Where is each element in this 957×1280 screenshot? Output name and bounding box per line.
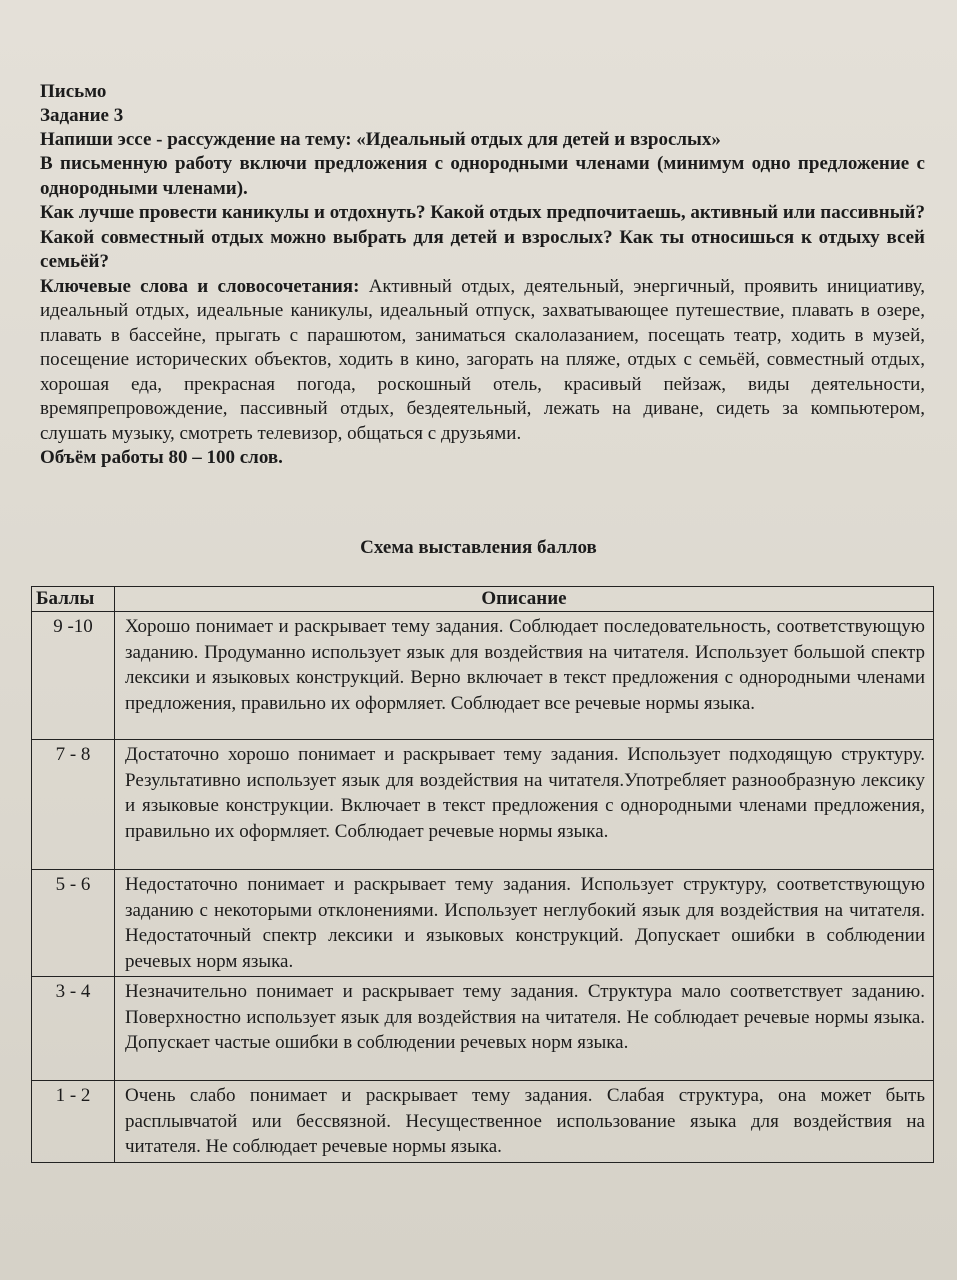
score-cell: 9 -10 xyxy=(32,612,115,740)
description-cell: Хорошо понимает и раскрывает тему задания. Соблюдает последовательность, соответствующую заданию. Продуманно использует язык для воздействия на читателя. Использует большой спектр лексики и языковых конструкций. Верно включает в текст предложения с однородными членами предложения, правильно их оформляет. Соблюдает все речевые нормы языка. xyxy=(115,612,934,740)
header-description: Описание xyxy=(115,587,934,612)
score-cell: 3 - 4 xyxy=(32,977,115,1081)
header-score: Баллы xyxy=(32,587,115,612)
schema-title: Схема выставления баллов xyxy=(360,537,597,558)
description-cell: Недостаточно понимает и раскрывает тему задания. Использует структуру, соответствующую заданию с некоторыми отклонениями. Использует неглубокий язык для воздействия на читателя. Недостаточный спектр лексики и языковых конструкций. Допускает ошибки в соблюдении речевых норм языка. xyxy=(115,870,934,977)
score-cell: 7 - 8 xyxy=(32,740,115,870)
table-row xyxy=(32,740,934,870)
task-number: Задание 3 xyxy=(40,105,124,126)
table-row xyxy=(32,870,934,977)
essay-topic: Напиши эссе - рассуждение на тему: «Идеальный отдых для детей и взрослых» xyxy=(40,129,721,150)
keywords-paragraph xyxy=(40,275,925,447)
task-text xyxy=(40,80,925,470)
table-row xyxy=(32,977,934,1081)
scoring-table xyxy=(31,586,934,1163)
score-cell: 1 - 2 xyxy=(32,1081,115,1163)
description-cell: Незначительно понимает и раскрывает тему задания. Структура мало соответствует заданию. Поверхностно использует язык для воздействия на читателя. Не соблюдает речевые нормы языка. Допускает частые ошибки в соблюдении речевых норм языка. xyxy=(115,977,934,1081)
keywords-label: Ключевые слова и словосочетания: xyxy=(40,275,360,297)
guiding-questions: Как лучше провести каникулы и отдохнуть? Какой отдых предпочитаешь, активный или пассивный? Какой совместный отдых можно выбрать для детей и взрослых? Как ты относишься к отдыху всей семьёй? xyxy=(40,202,925,272)
section-title: Письмо xyxy=(40,81,107,102)
description-cell: Достаточно хорошо понимает и раскрывает тему задания. Использует подходящую структуру. Результативно использует язык для воздействия на читателя.Употребляет разнообразную лексику и языковые конструкции. Включает в текст предложения с однородными членами предложения, правильно их оформляет. Соблюдает речевые нормы языка. xyxy=(115,740,934,870)
table-row xyxy=(32,1081,934,1163)
table-row xyxy=(32,612,934,740)
word-count: Объём работы 80 – 100 слов. xyxy=(40,447,283,468)
description-cell: Очень слабо понимает и раскрывает тему задания. Слабая структура, она может быть расплывчатой или бессвязной. Несущественное использование языка для воздействия на читателя. Не соблюдает речевые нормы языка. xyxy=(115,1081,934,1163)
keywords-list: Активный отдых, деятельный, энергичный, проявить инициативу, идеальный отдых, идеальные каникулы, идеальный отпуск, захватывающее путешествие, плавать в озере, плавать в бассейне, прыгать с парашютом, заниматься скалолазанием, посещать театр, ходить в музей, посещение исторических объектов, ходить в кино, загорать на пляже, отдых с семьёй, совместный отдых, хорошая еда, прекрасная погода, роскошный отель, красивый пейзаж, виды деятельности, времяпрепровождение, пассивный отдых, бездеятельный, лежать на диване, сидеть за компьютером, слушать музыку, смотреть телевизор, общаться с друзьями. xyxy=(40,275,925,444)
requirement: В письменную работу включи предложения с однородными членами (минимум одно предложение с однородными членами). xyxy=(40,153,925,199)
score-cell: 5 - 6 xyxy=(32,870,115,977)
table-header-row xyxy=(32,587,934,612)
